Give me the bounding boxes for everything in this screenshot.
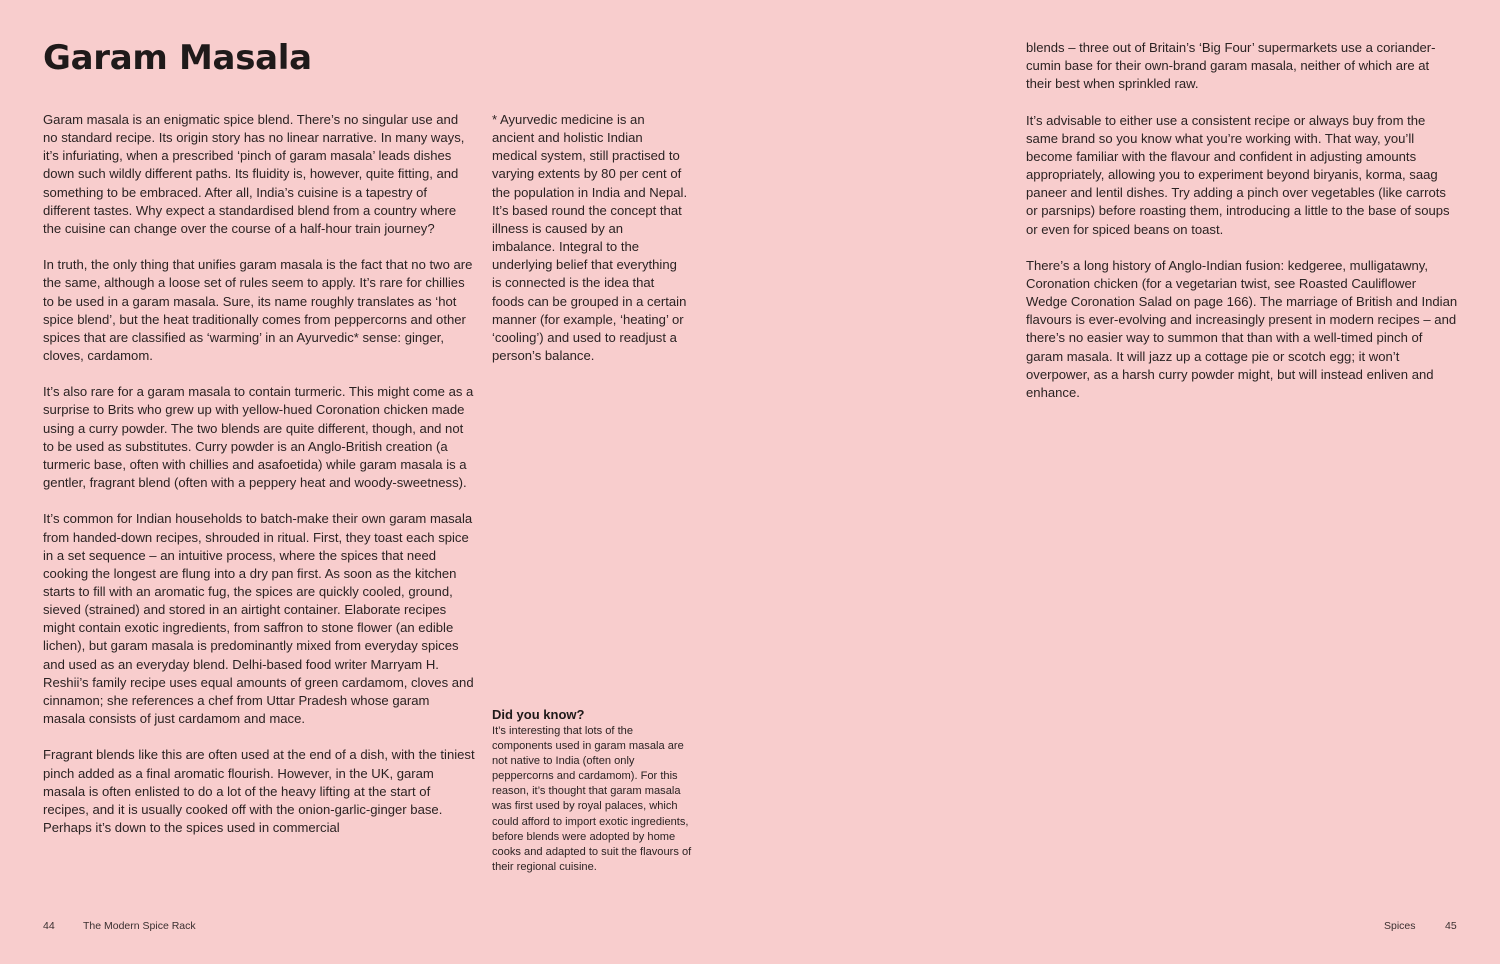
did-you-know-box [492,706,692,875]
footnote-column [492,111,688,383]
running-section-name: Spices [1384,920,1416,932]
body-paragraph: It’s common for Indian households to batch-make their own garam masala from handed-down recipes, shrouded in ritual. First, they toast each spice in a set sequence – an intuitive process, where the spices that need cooking the longest are flung into a dry pan first. As soon as the kitchen starts to fill with an aromatic fug, the spices are quickly cooled, ground, sieved (strained) and stored in an airtight container. Elaborate recipes might contain exotic ingredients, from saffron to stone flower (an edible lichen), but garam masala is predominantly mixed from everyday spices and used as an everyday blend. Delhi-based food writer Marryam H. Reshii’s family recipe uses equal amounts of green cardamom, cloves and cinnamon; she references a chef from Uttar Pradesh whose garam masala consists of just cardamom and mace. [43,511,474,727]
ayurvedic-footnote: * Ayurvedic medicine is an ancient and holistic Indian medical system, still practised to varying extents by 80 per cent of the population in India and Nepal. It’s based round the concept that illness is caused by an imbalance. Integral to the underlying belief that everything is connected is the idea that foods can be grouped in a certain manner (for example, ‘heating’ or ‘cooling’) and used to readjust a person’s balance. [492,112,688,364]
page-title: Garam Masala [43,38,312,78]
right-text-column [1026,39,1458,420]
left-page-number: 44 [43,920,55,932]
running-book-title: The Modern Spice Rack [83,920,196,932]
did-you-know-body: It’s interesting that lots of the components used in garam masala are not native to India (often only peppercorns and cardamom). For this reason, it’s thought that garam masala was first used by royal palaces, which could afford to import exotic ingredients, before blends were adopted by home cooks and adapted to suit the flavours of their regional cuisine. [492,725,692,873]
body-paragraph: Garam masala is an enigmatic spice blend. There’s no singular use and no standard recipe. Its origin story has no linear narrative. In many ways, it’s infuriating, when a prescribed ‘pinch of garam masala’ leads dishes down such wildly different paths. Its fluidity is, however, quite fitting, and something to be embraced. After all, India’s cuisine is a tapestry of different tastes. Why expect a standardised blend from a country where the cuisine can change over the course of a half-hour train journey? [43,112,465,236]
did-you-know-heading: Did you know? [492,707,585,722]
body-paragraph: Fragrant blends like this are often used at the end of a dish, with the tiniest pinch added as a final aromatic flourish. However, in the UK, garam masala is often enlisted to do a lot of the heavy lifting at the start of recipes, and it is usually cooked off with the onion-garlic-ginger base. Perhaps it’s down to the spices used in commercial [43,747,475,836]
body-paragraph: In truth, the only thing that unifies garam masala is the fact that no two are the same, although a loose set of rules seem to apply. It’s rare for chillies to be used in a garam masala. Sure, its name roughly translates as ‘hot spice blend’, but the heat traditionally comes from peppercorns and other spices that are classified as ‘warming’ in an Ayurvedic* sense: ginger, cloves, cardamom. [43,257,473,364]
body-paragraph: It’s advisable to either use a consistent recipe or always buy from the same brand so you know what you’re working with. That way, you’ll become familiar with the flavour and confident in adjusting amounts appropriately, allowing you to experiment beyond biryanis, korma, saag paneer and lentil dishes. Try adding a pinch over vegetables (like carrots or parsnips) before roasting them, introducing a little to the base of soups or even for spiced beans on toast. [1026,112,1450,237]
body-paragraph: There’s a long history of Anglo-Indian fusion: kedgeree, mulligatawny, Coronation chicken (for a vegetarian twist, see Roasted Cauliflower Wedge Coronation Salad on page 166). The marriage of British and Indian flavours is ever-evolving and increasingly present in modern recipes – and there’s no easier way to summon that than with a well-timed pinch of garam masala. It will jazz up a cottage pie or scotch egg; it won’t overpower, as a harsh curry powder might, but will instead enliven and enhance. [1026,257,1458,400]
body-paragraph: It’s also rare for a garam masala to contain turmeric. This might come as a surprise to Brits who grew up with yellow-hued Coronation chicken made using a curry powder. The two blends are quite different, though, and not to be used as substitutes. Curry powder is an Anglo-British creation (a turmeric base, often with chillies and asafoetida) while garam masala is a gentler, fragrant blend (often with a peppery heat and woody-sweetness). [43,384,474,491]
right-page-number: 45 [1445,920,1457,932]
body-paragraph: blends – three out of Britain’s ‘Big Four’ supermarkets use a coriander-cumin base for their own-brand garam masala, neither of which are at their best when sprinkled raw. [1026,40,1436,92]
left-text-column [43,111,475,855]
